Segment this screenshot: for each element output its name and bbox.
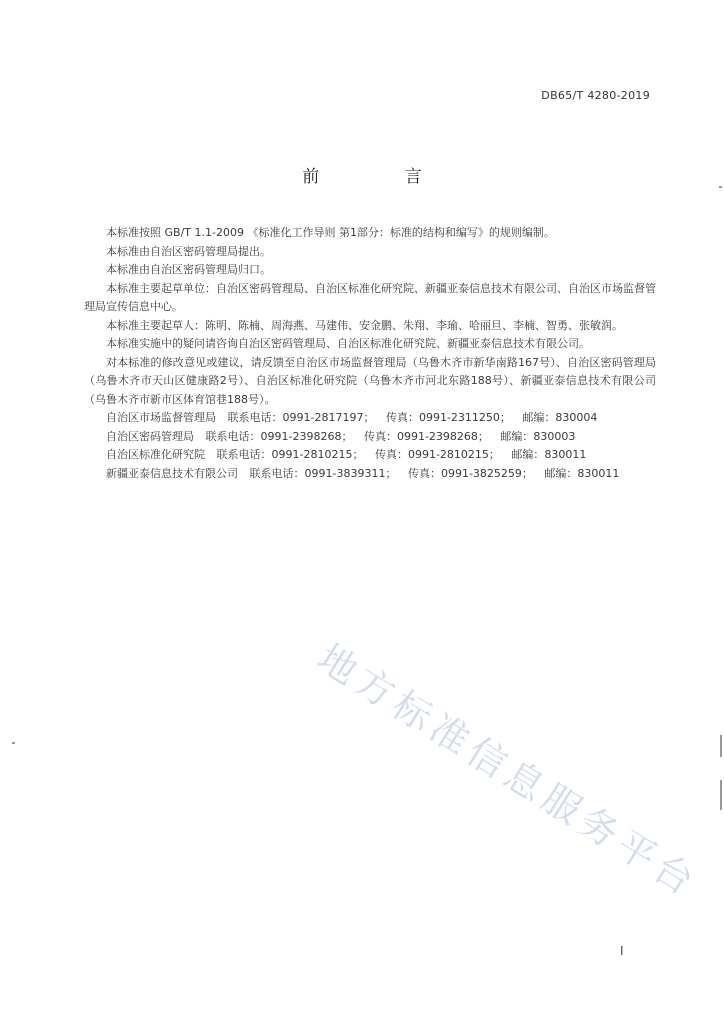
scan-mark bbox=[720, 735, 722, 757]
contact-fax: 传真：0991-2810215； bbox=[374, 448, 500, 461]
watermark: 地方标准信息服务平台 bbox=[309, 635, 707, 907]
paragraph-administrator: 本标准由自治区密码管理局归口。 bbox=[106, 263, 271, 276]
contact-org: 新疆亚泰信息技术有限公司 bbox=[106, 466, 238, 480]
contact-line bbox=[84, 446, 656, 465]
contact-org: 自治区市场监督管理局 bbox=[106, 411, 216, 424]
page-number: I bbox=[620, 944, 624, 958]
contact-line bbox=[84, 428, 656, 447]
paragraph-feedback: 对本标准的修改意见或建议，请反馈至自治区市场监督管理局（乌鲁木齐市新华南路167号）、自治区密码管理局（乌鲁木齐市天山区健康路2号）、自治区标准化研究院（乌鲁木齐市河北东路188号）、新疆亚泰信息技术有限公司（乌鲁木齐市新市区体育馆巷188号）。 bbox=[84, 355, 656, 406]
contact-postcode: 邮编：830011 bbox=[544, 466, 620, 480]
contact-postcode: 邮编：830011 bbox=[511, 448, 587, 461]
contact-phone: 联系电话：0991-3839311； bbox=[249, 466, 397, 480]
paragraph-proposer: 本标准由自治区密码管理局提出。 bbox=[106, 244, 271, 258]
contact-list bbox=[84, 409, 656, 483]
scan-mark bbox=[719, 186, 722, 188]
document-body bbox=[84, 224, 656, 483]
contact-phone: 联系电话：0991-2817197； bbox=[227, 411, 375, 424]
contact-line bbox=[84, 465, 656, 484]
contact-fax: 传真：0991-2311250； bbox=[385, 411, 511, 424]
contact-postcode: 邮编：830004 bbox=[522, 411, 598, 424]
contact-phone: 联系电话：0991-2810215； bbox=[216, 448, 364, 461]
paragraph-drafting-units: 本标准主要起草单位：自治区密码管理局、自治区标准化研究院、新疆亚泰信息技术有限公司、自治区市场监督管理局宣传信息中心。 bbox=[84, 281, 656, 313]
contact-line bbox=[84, 409, 656, 428]
contact-phone: 联系电话：0991-2398268； bbox=[205, 429, 353, 443]
standard-code: DB65/T 4280-2019 bbox=[541, 89, 650, 102]
contact-postcode: 邮编：830003 bbox=[500, 429, 576, 443]
paragraph-drafters: 本标准主要起草人：陈明、陈楠、周海燕、马建伟、安金鹏、朱翔、李瑜、哈丽旦、李楠、智勇、张敏润。 bbox=[106, 318, 623, 332]
scan-mark bbox=[720, 780, 722, 810]
contact-fax: 传真：0991-3825259； bbox=[407, 466, 533, 480]
page-title: 前 言 bbox=[302, 167, 462, 187]
contact-org: 自治区密码管理局 bbox=[106, 429, 194, 443]
scan-mark bbox=[12, 742, 15, 744]
paragraph-drafting-rules: 本标准按照 GB/T 1.1-2009 《标准化工作导则 第1部分：标准的结构和编写》的规则编制。 bbox=[106, 226, 555, 239]
contact-fax: 传真：0991-2398268； bbox=[363, 429, 489, 443]
contact-org: 自治区标准化研究院 bbox=[106, 448, 205, 461]
paragraph-inquiries: 本标准实施中的疑问请咨询自治区密码管理局、自治区标准化研究院、新疆亚泰信息技术有限公司。 bbox=[106, 337, 590, 350]
